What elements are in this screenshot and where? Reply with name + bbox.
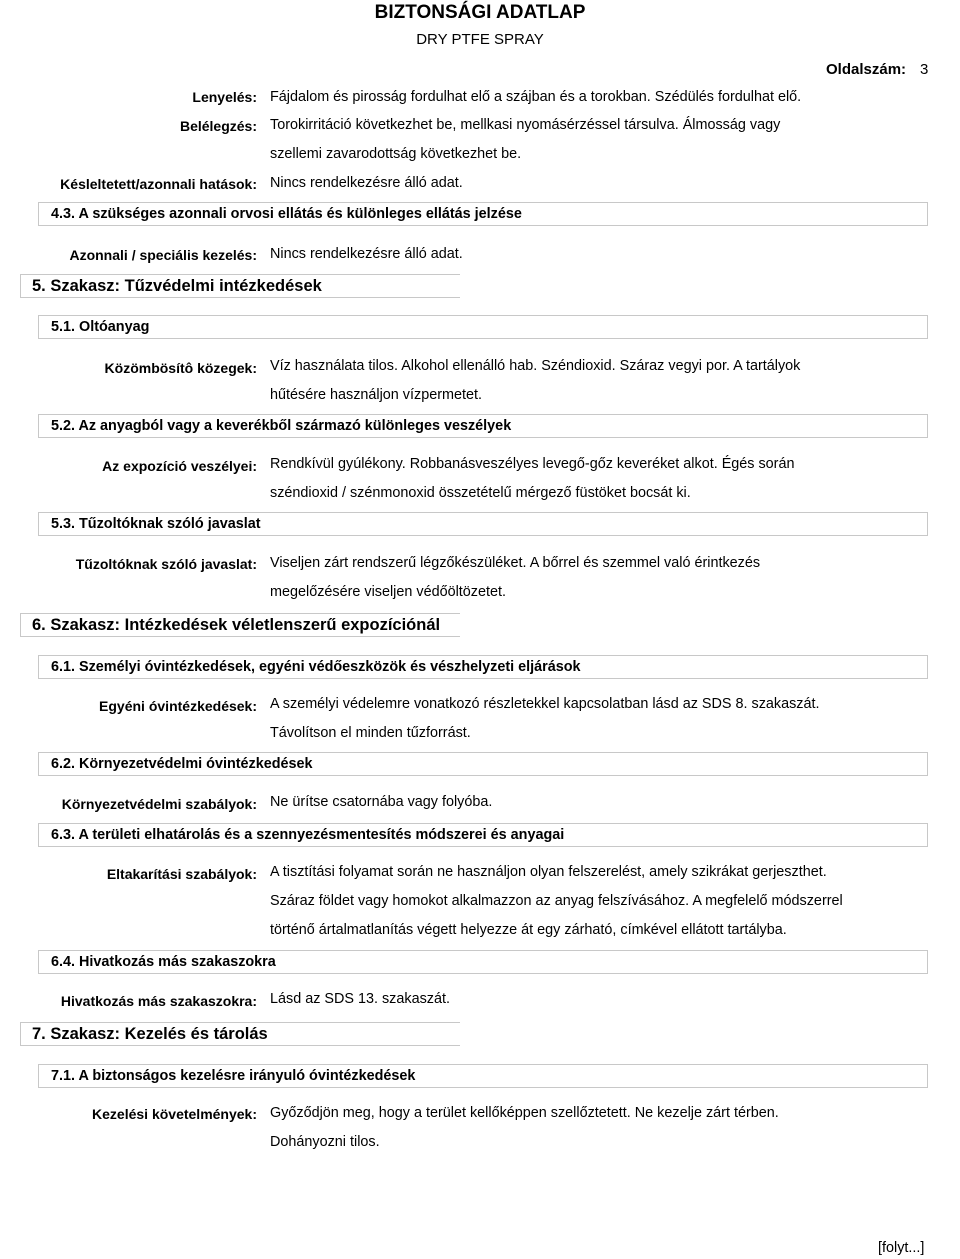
subsection-heading-5-2: 5.2. Az anyagból vagy a keverékből származó különleges veszélyek [38, 414, 928, 438]
field-label-handling-requirements: Kezelési követelmények: [92, 1106, 257, 1122]
field-label-personal-precautions: Egyéni óvintézkedések: [99, 698, 257, 714]
field-value-section-references [270, 985, 450, 1014]
subsection-heading-4-3: 4.3. A szükséges azonnali orvosi ellátás és különleges ellátás jelzése [38, 202, 928, 226]
product-name: DRY PTFE SPRAY [416, 31, 544, 48]
field-label-section-references: Hivatkozás más szakaszokra: [60, 993, 257, 1009]
continued-marker: [folyt...] [878, 1240, 925, 1256]
subsection-heading-7-1: 7.1. A biztonságos kezelésre irányuló óvintézkedések [38, 1064, 928, 1088]
subsection-heading-6-3: 6.3. A területi elhatárolás és a szennyezésmentesítés módszerei és anyagai [38, 823, 928, 847]
field-label-cleanup-methods: Eltakarítási szabályok: [106, 866, 257, 882]
page-number-label: Oldalszám: [826, 61, 907, 78]
subsection-heading-6-2: 6.2. Környezetvédelmi óvintézkedések [38, 752, 928, 776]
field-label-ingestion: Lenyelés: [192, 89, 257, 105]
field-value-environmental-precautions [270, 788, 492, 817]
document-title: BIZTONSÁGI ADATLAP [374, 2, 586, 23]
value-line: Távolítson el minden tűzforrást. [270, 725, 471, 741]
field-value-personal-precautions [270, 690, 820, 748]
field-value-exposure-hazards [270, 450, 795, 508]
field-label-exposure-hazards: Az expozíció veszélyei: [102, 458, 257, 474]
value-line: Viseljen zárt rendszerű légzőkészüléket. A bőrrel és szemmel való érintkezés [270, 555, 761, 571]
field-value-cleanup-methods [270, 858, 843, 945]
section-heading-6: 6. Szakasz: Intézkedések véletlenszerű expozíciónál [20, 613, 460, 637]
value-line: Ne ürítse csatornába vagy folyóba. [270, 794, 493, 810]
section-heading-5: 5. Szakasz: Tűzvédelmi intézkedések [20, 274, 460, 298]
value-line: Nincs rendelkezésre álló adat. [270, 175, 463, 191]
value-line: Lásd az SDS 13. szakaszát. [270, 991, 450, 1007]
field-value-inhalation [270, 111, 780, 169]
field-value-extinguishing-media [270, 352, 800, 410]
field-label-firefighter-advice: Tűzoltóknak szóló javaslat: [75, 556, 257, 572]
value-line: Győződjön meg, hogy a terület kellőképpen szellőztetett. Ne kezelje zárt térben. [270, 1105, 779, 1121]
field-value-firefighter-advice [270, 549, 760, 607]
subsection-heading-6-1: 6.1. Személyi óvintézkedések, egyéni védőeszközök és vészhelyzeti eljárások [38, 655, 928, 679]
field-label-environmental-precautions: Környezetvédelmi szabályok: [61, 796, 257, 812]
value-line: A tisztítási folyamat során ne használjon olyan felszerelést, amely szikrákat gerjeszthet. [270, 864, 827, 880]
value-line: történő ártalmatlanítás végett helyezze át egy zárható, címkével ellátott tartályba. [270, 922, 787, 938]
subsection-heading-6-4: 6.4. Hivatkozás más szakaszokra [38, 950, 928, 974]
section-heading-7: 7. Szakasz: Kezelés és tárolás [20, 1022, 460, 1046]
value-line: A személyi védelemre vonatkozó részletekkel kapcsolatban lásd az SDS 8. szakaszát. [270, 696, 820, 712]
value-line: Torokirritáció következhet be, mellkasi nyomásérzéssel társulva. Álmosság vagy [270, 117, 781, 133]
value-line: Dohányozni tilos. [270, 1134, 380, 1150]
subsection-heading-5-1: 5.1. Oltóanyag [38, 315, 928, 339]
subsection-heading-5-3: 5.3. Tűzoltóknak szóló javaslat [38, 512, 928, 536]
field-label-extinguishing-media: Közömbösítô közegek: [104, 360, 257, 376]
field-label-delayed-effects: Késleltetett/azonnali hatások: [60, 176, 257, 192]
value-line: Rendkívül gyúlékony. Robbanásveszélyes levegő-gőz keveréket alkot. Égés során [270, 456, 795, 472]
value-line: Száraz földet vagy homokot alkalmazzon az anyag felszívásához. A megfelelő módszerrel [270, 893, 843, 909]
value-line: Nincs rendelkezésre álló adat. [270, 246, 463, 262]
field-value-immediate-treatment [270, 240, 463, 269]
value-line: Víz használata tilos. Alkohol ellenálló hab. Széndioxid. Száraz vegyi por. A tartályok [270, 358, 801, 374]
value-line: hűtésére használjon vízpermetet. [270, 387, 482, 403]
value-line: szellemi zavarodottság következhet be. [270, 146, 522, 162]
value-line: Fájdalom és pirosság fordulhat elő a szájban és a torokban. Szédülés fordulhat elő. [270, 89, 802, 105]
field-value-delayed-effects [270, 169, 463, 198]
field-label-immediate-treatment: Azonnali / speciális kezelés: [69, 247, 257, 263]
field-value-ingestion [270, 83, 801, 112]
field-value-handling-requirements [270, 1099, 779, 1157]
value-line: széndioxid / szénmonoxid összetételű mérgező füstöket bocsát ki. [270, 485, 691, 501]
value-line: megelőzésére viseljen védőöltözetet. [270, 584, 506, 600]
field-label-inhalation: Belélegzés: [179, 118, 257, 134]
page-number: 3 [920, 61, 929, 78]
